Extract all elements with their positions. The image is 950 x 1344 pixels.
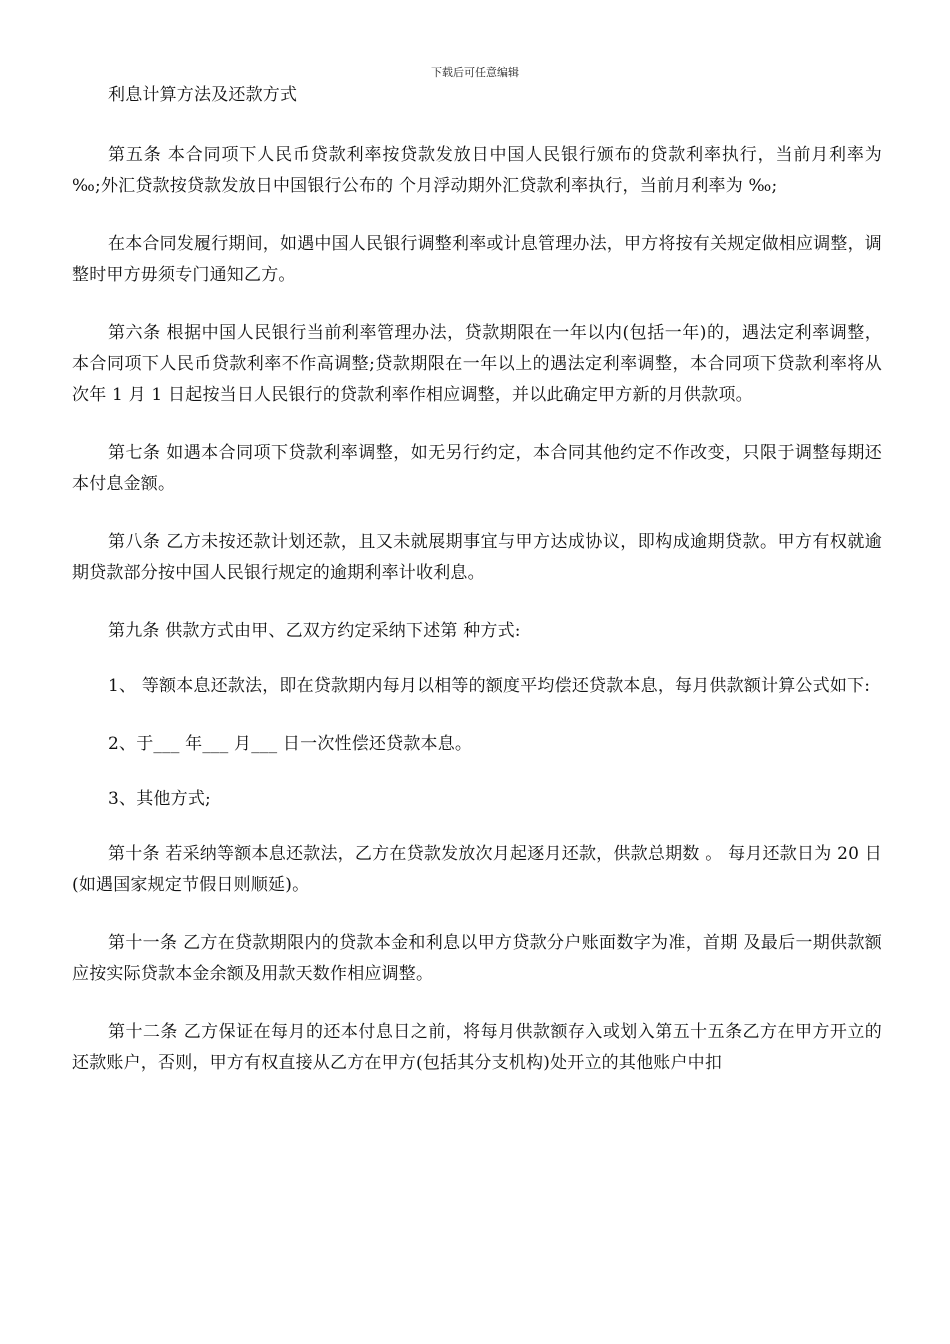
paragraph-article-8: 第八条 乙方未按还款计划还款，且又未就展期事宜与甲方达成协议，即构成逾期贷款。甲方有权就逾期贷款部分按中国人民银行规定的逾期利率计收利息。 — [72, 532, 882, 583]
paragraph-article-9: 第九条 供款方式由甲、乙双方约定采纳下述第 种方式: — [108, 621, 521, 641]
paragraph-option-1: 1、 等额本息还款法，即在贷款期内每月以相等的额度平均偿还贷款本息，每月供款额计算公式如下: — [108, 676, 871, 696]
paragraph-article-10: 第十条 若采纳等额本息还款法，乙方在贷款发放次月起逐月还款，供款总期数 。 每月还款日为 20 日(如遇国家规定节假日则顺延)。 — [72, 844, 882, 895]
document-body — [72, 80, 882, 1106]
paragraph-article-6: 第六条 根据中国人民银行当前利率管理办法，贷款期限在一年以内(包括一年)的，遇法定利率调整，本合同项下人民币贷款利率不作高调整;贷款期限在一年以上的遇法定利率调整，本合同项下贷款利率将从次年 1 月 1 日起按当日人民银行的贷款利率作相应调整，并以此确定甲方新的月供款项。 — [72, 323, 882, 405]
paragraph-article-12: 第十二条 乙方保证在每月的还本付息日之前，将每月供款额存入或划入第五十五条乙方在甲方开立的还款账户，否则，甲方有权直接从乙方在甲方(包括其分支机构)处开立的其他账户中扣 — [72, 1022, 882, 1073]
paragraph-article-7: 第七条 如遇本合同项下贷款利率调整，如无另行约定，本合同其他约定不作改变，只限于调整每期还本付息金额。 — [72, 443, 882, 494]
header-note: 下载后可任意编辑 — [431, 66, 519, 79]
paragraph-option-3: 3、其他方式; — [108, 789, 211, 809]
paragraph-rate-adjustment: 在本合同发履行期间，如遇中国人民银行调整利率或计息管理办法，甲方将按有关规定做相应调整，调整时甲方毋须专门通知乙方。 — [72, 234, 882, 285]
paragraph-option-2: 2、于___ 年___ 月___ 日一次性偿还贷款本息。 — [108, 734, 473, 754]
paragraph-article-5: 第五条 本合同项下人民币贷款利率按贷款发放日中国人民银行颁布的贷款利率执行，当前月利率为 ‰;外汇贷款按贷款发放日中国银行公布的 个月浮动期外汇贷款利率执行，当前月利率为 ‰; — [72, 145, 882, 196]
section-title: 利息计算方法及还款方式 — [108, 85, 298, 105]
paragraph-article-11: 第十一条 乙方在贷款期限内的贷款本金和利息以甲方贷款分户账面数字为准，首期 及最后一期供款额应按实际贷款本金余额及用款天数作相应调整。 — [72, 933, 882, 984]
